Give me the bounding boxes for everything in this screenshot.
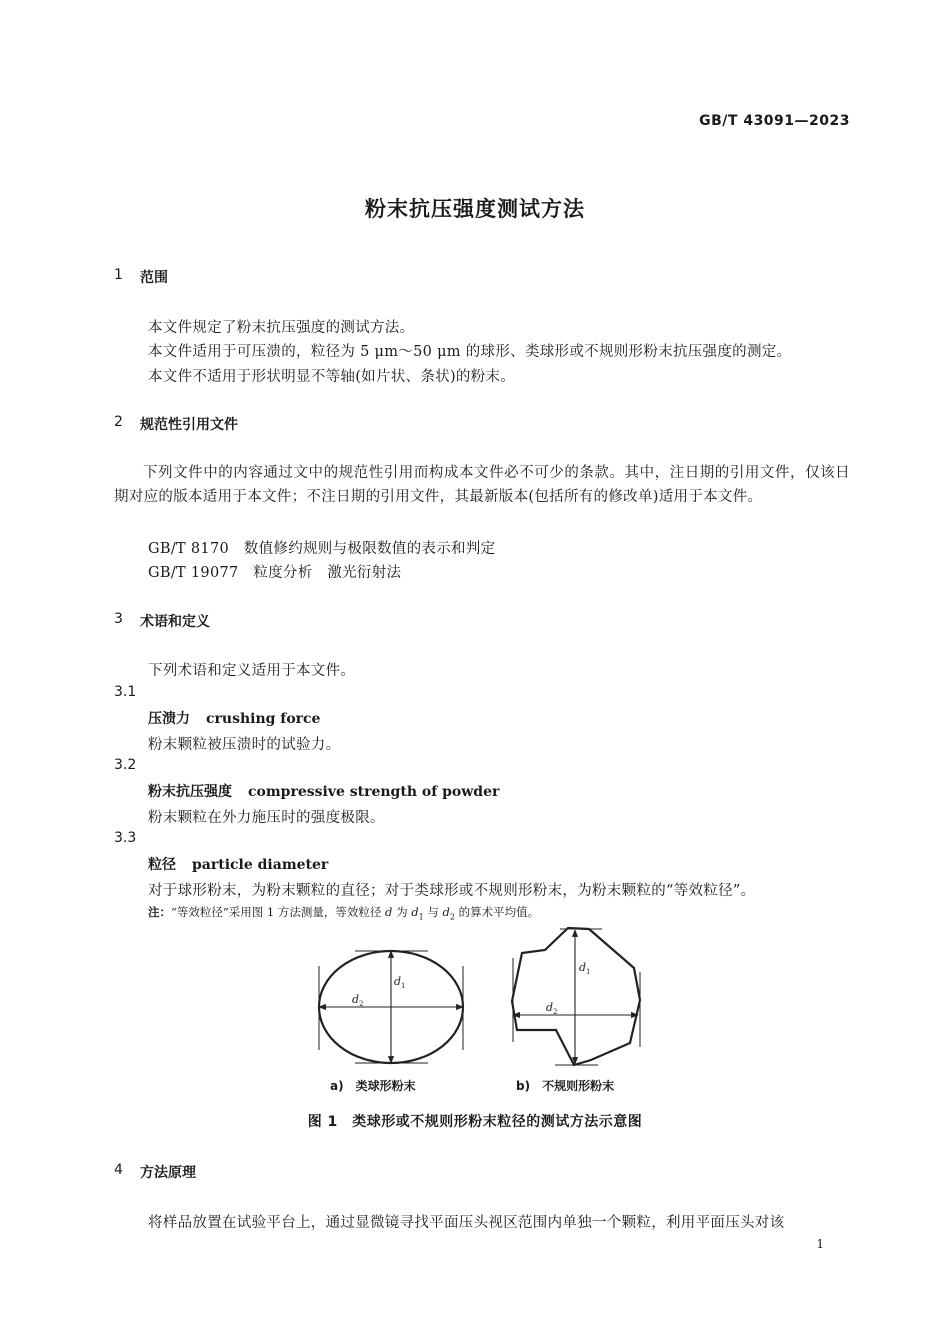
section-1-para-3: 本文件不适用于形状明显不等轴(如片状、条状)的粉末。 [148, 369, 516, 385]
section-1-para-2: 本文件适用于可压溃的，粒径为 5 μm～50 μm 的球形、类球形或不规则形粉末抗压强度的测定。 [148, 344, 792, 360]
note-var: d [411, 905, 419, 919]
section-title: 范围 [140, 270, 168, 286]
subfigure-a-caption: a) 类球形粉末 [330, 1079, 416, 1093]
note-var: d [442, 905, 450, 919]
section-2-intro: 下列文件中的内容通过文中的规范性引用而构成本文件必不可少的条款。其中，注日期的引用文件，仅该日期对应的版本适用于本文件；不注日期的引用文件，其最新版本(包括所有的修改单)适用于本文件。 [114, 465, 850, 505]
term-definition: 对于球形粉末，为粉末颗粒的直径；对于类球形或不规则形粉末，为粉末颗粒的“等效粒径”。 [148, 883, 756, 899]
section-number: 2 [114, 414, 123, 430]
section-title: 术语和定义 [140, 614, 210, 630]
normative-reference-2: GB/T 19077 粒度分析 激光衍射法 [148, 565, 402, 581]
document-title: 粉末抗压强度测试方法 [365, 197, 585, 221]
standard-number: GB/T 43091—2023 [699, 113, 850, 129]
term-english: crushing force [206, 711, 321, 727]
subfigure-b-caption: b) 不规则形粉末 [516, 1079, 615, 1093]
clause-number: 3.3 [114, 830, 137, 846]
page-number: 1 [816, 1237, 824, 1251]
particle-outline [512, 928, 640, 1065]
term-entry [148, 854, 328, 874]
term-entry [148, 708, 320, 728]
clause-number: 3.2 [114, 757, 137, 773]
note-text: 与 [423, 905, 443, 919]
term-entry [148, 781, 499, 801]
section-title: 规范性引用文件 [140, 417, 238, 433]
term-english: compressive strength of powder [248, 784, 500, 800]
section-3-intro: 下列术语和定义适用于本文件。 [148, 663, 356, 679]
note-subscript: 2 [449, 912, 455, 922]
section-title: 方法原理 [140, 1165, 196, 1181]
note-var: d [385, 905, 393, 919]
section-number: 3 [114, 611, 123, 627]
figure-1-diagram [300, 920, 660, 1080]
note-subscript: 1 [418, 912, 424, 922]
normative-reference-1: GB/T 8170 数值修约规则与极限数值的表示和判定 [148, 541, 496, 557]
term-chinese: 粒径 [148, 857, 176, 873]
section-1-para-1: 本文件规定了粉末抗压强度的测试方法。 [148, 320, 415, 336]
term-english: particle diameter [192, 857, 329, 873]
d1-label: $d_1$ [579, 961, 591, 976]
clause-number: 3.1 [114, 684, 137, 700]
note-text: 为 [392, 905, 412, 919]
spheroidal-particle [319, 951, 463, 1063]
section-number: 1 [114, 267, 123, 283]
figure-caption: 图 1 类球形或不规则形粉末粒径的测试方法示意图 [307, 1114, 643, 1130]
note-label: 注： [148, 905, 171, 919]
note [148, 904, 539, 921]
d2-label: $d_2$ [546, 1001, 558, 1016]
term-definition: 粉末颗粒被压溃时的试验力。 [148, 737, 341, 753]
d1-label: $d_1$ [394, 975, 406, 990]
d2-label: $d_2$ [352, 993, 364, 1008]
section-number: 4 [114, 1162, 123, 1178]
term-chinese: 粉末抗压强度 [148, 784, 232, 800]
term-chinese: 压溃力 [148, 711, 190, 727]
irregular-particle [512, 928, 640, 1065]
section-4-para-1: 将样品放置在试验平台上，通过显微镜寻找平面压头视区范围内单独一个颗粒，利用平面压头对该 [148, 1215, 785, 1231]
note-text: 的算术平均值。 [454, 905, 540, 919]
term-definition: 粉末颗粒在外力施压时的强度极限。 [148, 810, 385, 826]
note-text: “等效粒径”采用图 1 方法测量，等效粒径 [171, 905, 386, 919]
